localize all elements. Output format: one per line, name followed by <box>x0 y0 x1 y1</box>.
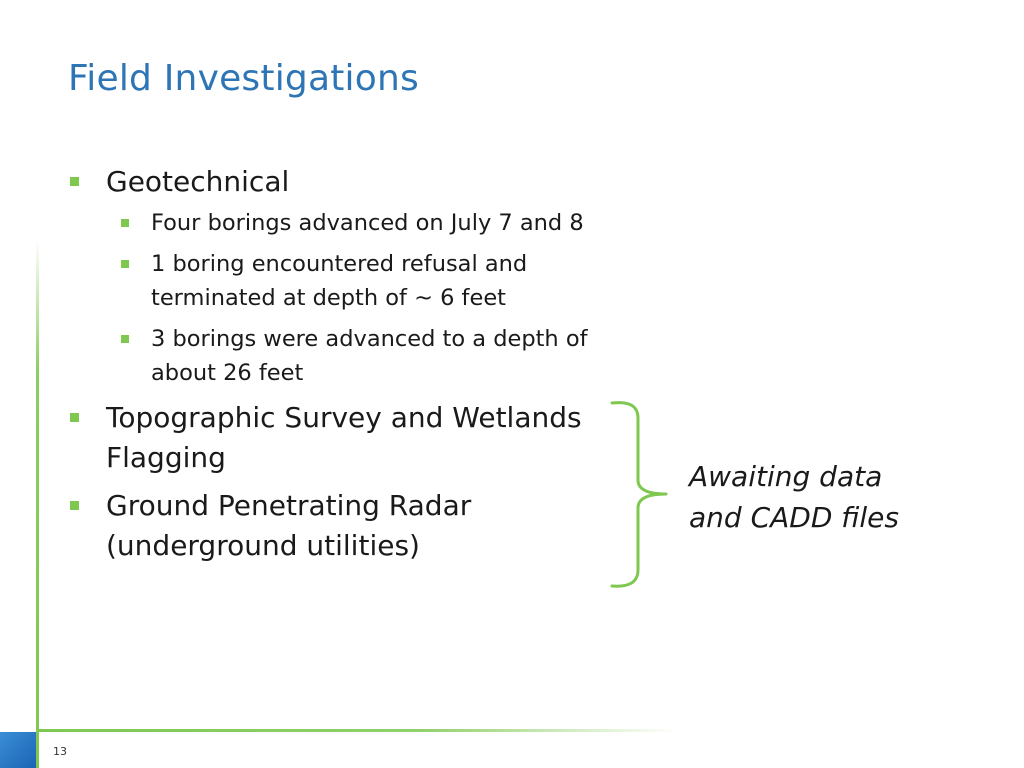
bullet-ground-penetrating-radar <box>66 486 626 566</box>
bullet-list <box>66 162 626 574</box>
corner-accent <box>0 732 36 768</box>
sub-bullet-text: 3 borings were advanced to a depth of about 26 feet <box>151 326 588 386</box>
note-line: and CADD files <box>689 501 899 534</box>
sub-bullet-list <box>106 206 626 390</box>
sub-bullet-text: Four borings advanced on July 7 and 8 <box>151 210 584 236</box>
square-bullet-icon <box>121 219 129 227</box>
square-bullet-icon <box>70 413 79 422</box>
awaiting-data-note <box>689 456 899 538</box>
note-line: Awaiting data <box>689 460 883 493</box>
sub-bullet <box>106 247 626 315</box>
sub-bullet-text: 1 boring encountered refusal and terminated at depth of ~ 6 feet <box>151 251 528 311</box>
slide-title: Field Investigations <box>68 58 419 99</box>
square-bullet-icon <box>121 335 129 343</box>
left-divider <box>36 240 39 768</box>
square-bullet-icon <box>70 501 79 510</box>
bullet-geotechnical <box>66 162 626 390</box>
bottom-divider <box>36 729 676 732</box>
curly-brace-icon <box>608 398 672 592</box>
sub-bullet <box>106 206 626 240</box>
bullet-text: Ground Penetrating Radar (underground utilities) <box>106 489 472 562</box>
square-bullet-icon <box>70 177 79 186</box>
bullet-topographic-survey <box>66 398 626 478</box>
bullet-text: Geotechnical <box>106 165 290 198</box>
bullet-text: Topographic Survey and Wetlands Flagging <box>106 401 582 474</box>
sub-bullet <box>106 322 626 390</box>
page-number: 13 <box>53 745 67 758</box>
square-bullet-icon <box>121 260 129 268</box>
